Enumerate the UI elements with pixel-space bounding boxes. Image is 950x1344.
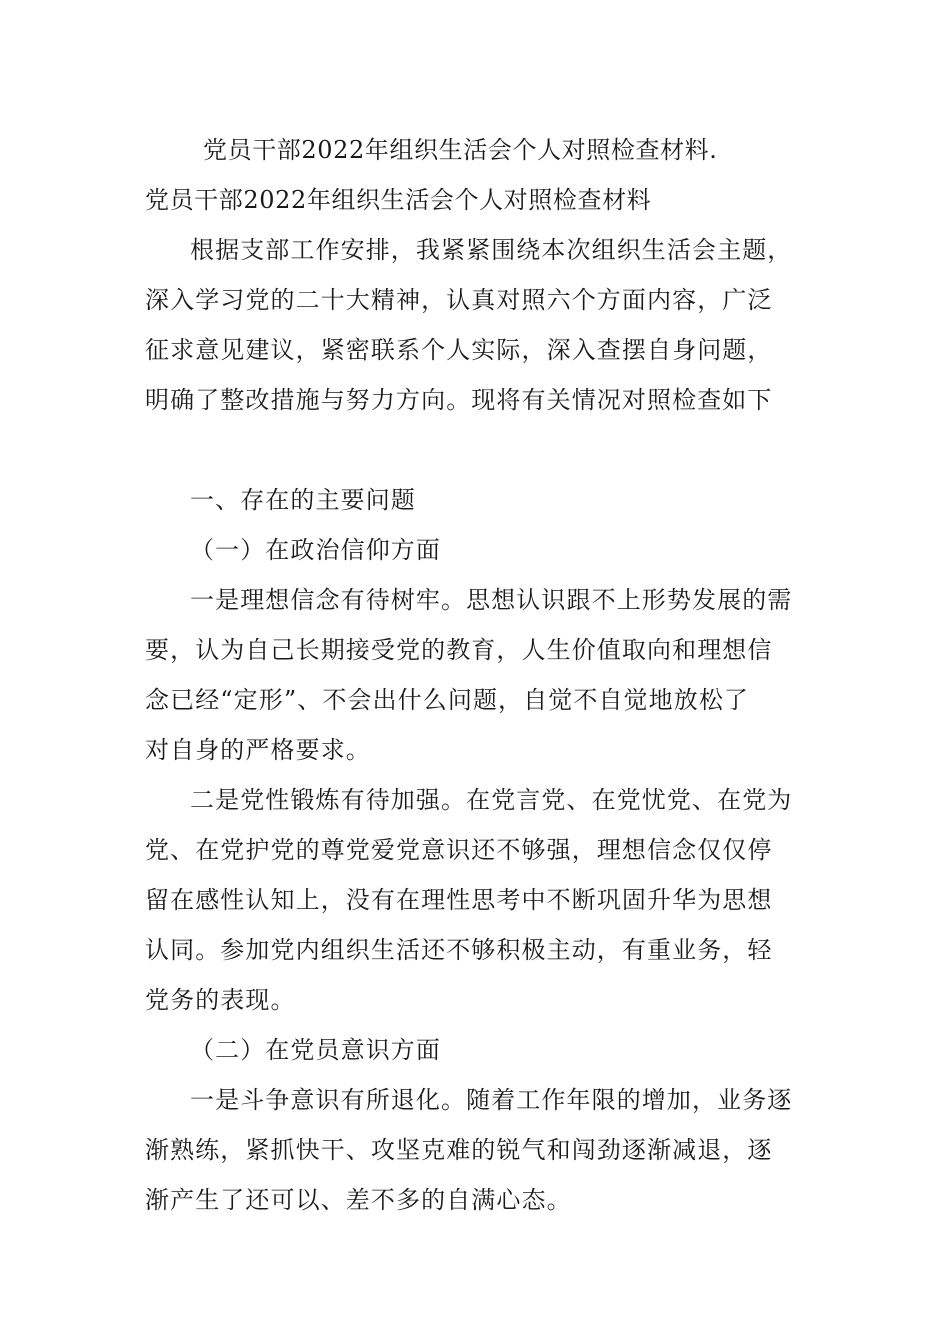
paragraph-line: 对自身的严格要求。 bbox=[145, 736, 371, 764]
intro-line: 根据支部工作安排，我紧紧围绕本次组织生活会主题， bbox=[190, 236, 793, 264]
document-subtitle: 党员干部2022年组织生活会个人对照检查材料 bbox=[145, 186, 652, 214]
intro-line: 深入学习党的二十大精神，认真对照六个方面内容，广泛 bbox=[145, 286, 773, 314]
section-heading: 一、存在的主要问题 bbox=[190, 486, 416, 514]
document-title: 党员干部2022年组织生活会个人对照检查材料. bbox=[203, 136, 718, 164]
paragraph-line: 渐熟练，紧抓快干、攻坚克难的锐气和闯劲逐渐减退，逐 bbox=[145, 1136, 773, 1164]
paragraph-line: 党、在党护党的尊党爱党意识还不够强，理想信念仅仅停 bbox=[145, 836, 773, 864]
paragraph-line: 一是斗争意识有所退化。随着工作年限的增加，业务逐 bbox=[190, 1086, 793, 1114]
subsection-heading: （二）在党员意识方面 bbox=[190, 1036, 441, 1064]
paragraph-line: 念已经“定形”、不会出什么问题，自觉不自觉地放松了 bbox=[145, 686, 750, 714]
paragraph-line: 留在感性认知上，没有在理性思考中不断巩固升华为思想 bbox=[145, 886, 773, 914]
paragraph-line: 二是党性锻炼有待加强。在党言党、在党忧党、在党为 bbox=[190, 786, 793, 814]
paragraph-line: 要，认为自己长期接受党的教育，人生价值取向和理想信 bbox=[145, 636, 773, 664]
paragraph-line: 渐产生了还可以、差不多的自满心态。 bbox=[145, 1186, 572, 1214]
paragraph-line: 党务的表现。 bbox=[145, 986, 296, 1014]
paragraph-line: 一是理想信念有待树牢。思想认识跟不上形势发展的需 bbox=[190, 586, 793, 614]
intro-line: 征求意见建议，紧密联系个人实际，深入查摆自身问题， bbox=[145, 336, 773, 364]
paragraph-line: 认同。参加党内组织生活还不够积极主动，有重业务，轻 bbox=[145, 936, 773, 964]
intro-line: 明确了整改措施与努力方向。现将有关情况对照检查如下 bbox=[145, 386, 773, 414]
subsection-heading: （一）在政治信仰方面 bbox=[190, 536, 441, 564]
